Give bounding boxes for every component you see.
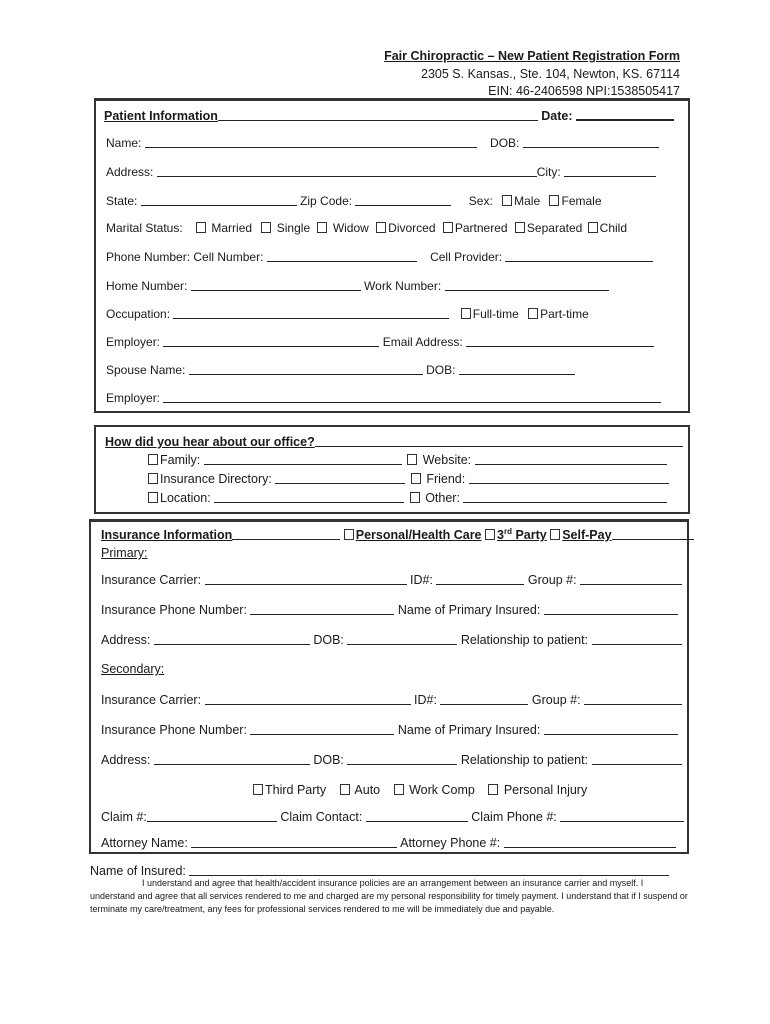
auto-label: Auto xyxy=(354,783,381,797)
legal-text: I understand and agree that health/accident insurance policies are an arrangement between an insurance carrier and myself. I understand and agree that all services rendered to me and charged are my personal responsibility for timely payment. I understand that if I suspend or terminate my care/treatment, any fees for professional services rendered to me will be immediately due and payable. xyxy=(90,878,688,914)
secondary-address-label: Address: xyxy=(101,753,151,767)
name-of-insured-label: Name of Insured: xyxy=(90,864,186,878)
insurance-heading: Insurance Information xyxy=(101,528,233,543)
occupation-field[interactable] xyxy=(173,306,449,319)
zip-field[interactable] xyxy=(355,193,451,206)
patient-information-section xyxy=(94,98,690,413)
auto-checkbox[interactable] xyxy=(340,784,350,795)
primary-phone-label: Insurance Phone Number: xyxy=(101,603,247,617)
family-checkbox[interactable] xyxy=(148,454,158,465)
primary-group-label: Group #: xyxy=(527,573,577,587)
claim-third-party-label: Third Party xyxy=(265,783,327,797)
cell-provider-field[interactable] xyxy=(505,249,653,262)
form-title: Fair Chiropractic – New Patient Registration Form xyxy=(384,49,680,63)
claim-contact-field[interactable] xyxy=(366,809,468,822)
primary-id-label: ID#: xyxy=(410,573,433,587)
spouse-name-label: Spouse Name: xyxy=(106,363,186,377)
primary-dob-field[interactable] xyxy=(347,632,457,645)
spouse-employer-field[interactable] xyxy=(163,390,661,403)
personal-health-label: Personal/Health Care xyxy=(355,528,482,543)
email-field[interactable] xyxy=(466,334,654,347)
other-field[interactable] xyxy=(463,490,667,503)
secondary-group-label: Group #: xyxy=(531,693,581,707)
child-label: Child xyxy=(599,221,628,235)
secondary-group-field[interactable] xyxy=(584,692,682,705)
location-label: Location: xyxy=(160,491,211,505)
self-pay-label: Self-Pay xyxy=(562,528,612,543)
date-field[interactable] xyxy=(576,107,674,121)
dob-label: DOB: xyxy=(490,136,520,150)
separated-checkbox[interactable] xyxy=(515,222,525,233)
full-time-checkbox[interactable] xyxy=(461,308,471,319)
friend-field[interactable] xyxy=(469,471,669,484)
spouse-name-field[interactable] xyxy=(189,362,423,375)
state-label: State: xyxy=(106,194,138,208)
location-field[interactable] xyxy=(214,490,404,503)
primary-label: Primary: xyxy=(101,546,148,560)
secondary-carrier-label: Insurance Carrier: xyxy=(101,693,202,707)
city-label: City: xyxy=(536,165,561,179)
primary-address-field[interactable] xyxy=(154,632,310,645)
cell-number-field[interactable] xyxy=(267,249,417,262)
spouse-employer-label: Employer: xyxy=(106,391,161,405)
friend-checkbox[interactable] xyxy=(411,473,421,484)
primary-group-field[interactable] xyxy=(580,572,682,585)
third-party-label: 3rd Party xyxy=(497,527,547,543)
state-field[interactable] xyxy=(141,193,297,206)
directory-field[interactable] xyxy=(275,471,405,484)
male-checkbox[interactable] xyxy=(502,195,512,206)
dob-field[interactable] xyxy=(523,135,659,148)
personal-injury-checkbox[interactable] xyxy=(488,784,498,795)
cell-number-label: Phone Number: Cell Number: xyxy=(106,250,264,264)
partnered-label: Partnered xyxy=(454,221,508,235)
website-label: Website: xyxy=(422,453,472,467)
claim-contact-label: Claim Contact: xyxy=(280,810,363,824)
claim-third-party-checkbox[interactable] xyxy=(253,784,263,795)
city-field[interactable] xyxy=(564,164,656,177)
secondary-dob-label: DOB: xyxy=(313,753,344,767)
primary-address-label: Address: xyxy=(101,633,151,647)
female-checkbox[interactable] xyxy=(549,195,559,206)
referral-section xyxy=(94,425,690,514)
secondary-relationship-field[interactable] xyxy=(592,752,682,765)
married-label: Married xyxy=(211,221,253,235)
secondary-id-label: ID#: xyxy=(414,693,437,707)
family-field[interactable] xyxy=(204,452,402,465)
claim-number-field[interactable] xyxy=(147,809,277,822)
directory-checkbox[interactable] xyxy=(148,473,158,484)
cell-provider-label: Cell Provider: xyxy=(430,250,503,264)
attorney-phone-field[interactable] xyxy=(504,835,676,848)
form-header xyxy=(384,48,680,101)
zip-label: Zip Code: xyxy=(300,194,353,208)
attorney-name-field[interactable] xyxy=(191,835,397,848)
email-label: Email Address: xyxy=(382,335,463,349)
primary-phone-field[interactable] xyxy=(250,602,394,615)
secondary-insured-field[interactable] xyxy=(544,722,678,735)
widow-label: Widow xyxy=(332,221,369,235)
separated-label: Separated xyxy=(526,221,583,235)
attorney-name-label: Attorney Name: xyxy=(101,836,188,850)
self-pay-checkbox[interactable] xyxy=(550,529,560,540)
single-label: Single xyxy=(276,221,311,235)
spouse-dob-field[interactable] xyxy=(459,362,575,375)
personal-health-checkbox[interactable] xyxy=(344,529,354,540)
friend-label: Friend: xyxy=(426,472,466,486)
work-comp-label: Work Comp xyxy=(409,783,475,797)
claim-phone-label: Claim Phone #: xyxy=(471,810,557,824)
secondary-id-field[interactable] xyxy=(440,692,528,705)
primary-relationship-label: Relationship to patient: xyxy=(460,633,589,647)
full-time-label: Full-time xyxy=(472,307,519,321)
married-checkbox[interactable] xyxy=(196,222,206,233)
claim-number-label: Claim #: xyxy=(101,810,147,824)
family-label: Family: xyxy=(160,453,201,467)
name-of-insured-field[interactable] xyxy=(189,863,669,876)
other-checkbox[interactable] xyxy=(410,492,420,503)
female-label: Female xyxy=(561,194,602,208)
primary-carrier-field[interactable] xyxy=(205,572,407,585)
home-number-field[interactable] xyxy=(191,278,361,291)
male-label: Male xyxy=(514,194,541,208)
clinic-address: 2305 S. Kansas., Ste. 104, Newton, KS. 67114 xyxy=(421,66,680,81)
website-field[interactable] xyxy=(475,452,667,465)
sex-label: Sex: xyxy=(468,194,493,208)
address-field[interactable] xyxy=(157,164,537,177)
marital-label: Marital Status: xyxy=(106,221,183,235)
partnered-checkbox[interactable] xyxy=(443,222,453,233)
secondary-phone-label: Insurance Phone Number: xyxy=(101,723,247,737)
employer-label: Employer: xyxy=(106,335,161,349)
name-label: Name: xyxy=(106,136,142,150)
insurance-information-section xyxy=(89,519,689,854)
location-checkbox[interactable] xyxy=(148,492,158,503)
third-party-checkbox[interactable] xyxy=(485,529,495,540)
spouse-dob-label: DOB: xyxy=(426,363,456,377)
work-number-label: Work Number: xyxy=(364,279,442,293)
employer-field[interactable] xyxy=(163,334,379,347)
legal-statement xyxy=(90,877,690,916)
secondary-label: Secondary: xyxy=(101,662,165,676)
secondary-address-field[interactable] xyxy=(154,752,310,765)
widow-checkbox[interactable] xyxy=(317,222,327,233)
primary-insured-field[interactable] xyxy=(544,602,678,615)
website-checkbox[interactable] xyxy=(407,454,417,465)
other-label: Other: xyxy=(425,491,460,505)
directory-label: Insurance Directory: xyxy=(160,472,272,486)
primary-id-field[interactable] xyxy=(436,572,524,585)
occupation-label: Occupation: xyxy=(106,307,171,321)
single-checkbox[interactable] xyxy=(261,222,271,233)
divorced-checkbox[interactable] xyxy=(376,222,386,233)
referral-heading: How did you hear about our office? xyxy=(105,435,315,449)
divorced-label: Divorced xyxy=(388,221,436,235)
part-time-label: Part-time xyxy=(540,307,589,321)
secondary-relationship-label: Relationship to patient: xyxy=(460,753,589,767)
secondary-insured-label: Name of Primary Insured: xyxy=(397,723,541,737)
home-number-label: Home Number: xyxy=(106,279,188,293)
primary-carrier-label: Insurance Carrier: xyxy=(101,573,202,587)
secondary-carrier-field[interactable] xyxy=(205,692,411,705)
primary-relationship-field[interactable] xyxy=(592,632,682,645)
work-comp-checkbox[interactable] xyxy=(394,784,404,795)
name-field[interactable] xyxy=(145,135,477,148)
patient-info-heading: Patient Information xyxy=(104,109,218,123)
personal-injury-label: Personal Injury xyxy=(503,783,588,797)
address-label: Address: xyxy=(106,165,154,179)
claim-phone-field[interactable] xyxy=(560,809,684,822)
clinic-ids: EIN: 46-2406598 NPI:1538505417 xyxy=(488,84,680,98)
part-time-checkbox[interactable] xyxy=(528,308,538,319)
primary-dob-label: DOB: xyxy=(313,633,344,647)
date-label: Date: xyxy=(541,109,573,123)
secondary-dob-field[interactable] xyxy=(347,752,457,765)
primary-insured-label: Name of Primary Insured: xyxy=(397,603,541,617)
attorney-phone-label: Attorney Phone #: xyxy=(400,836,501,850)
secondary-phone-field[interactable] xyxy=(250,722,394,735)
child-checkbox[interactable] xyxy=(588,222,598,233)
work-number-field[interactable] xyxy=(445,278,609,291)
